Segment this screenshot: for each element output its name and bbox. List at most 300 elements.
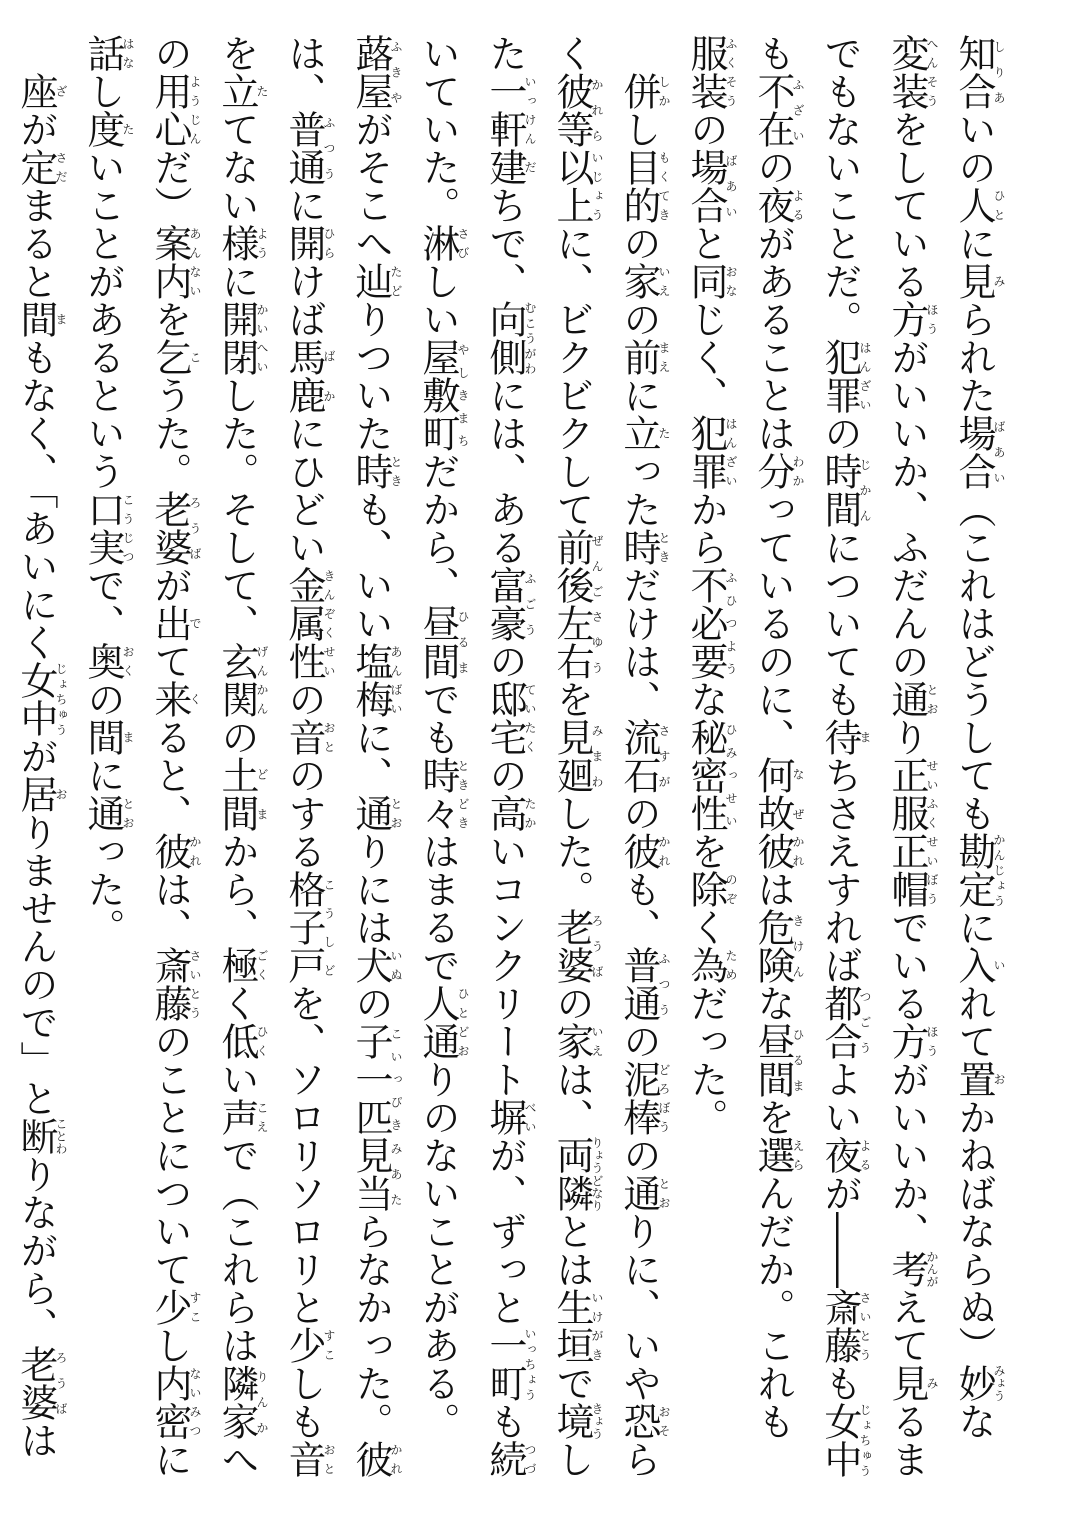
ruby-word bbox=[751, 832, 805, 870]
ruby-reading: とお bbox=[121, 794, 135, 832]
ruby-base: 家 bbox=[550, 1022, 594, 1060]
ruby-base: 昼間 bbox=[416, 604, 460, 680]
ruby-reading: べい bbox=[523, 1098, 537, 1136]
ruby-reading: み bbox=[925, 1364, 939, 1402]
text-run: に bbox=[282, 186, 326, 224]
text-run: の bbox=[617, 794, 661, 832]
ruby-word bbox=[349, 34, 403, 110]
ruby-reading: おく bbox=[121, 642, 135, 680]
ruby-reading: よう bbox=[255, 224, 269, 262]
ruby-base: 通 bbox=[885, 680, 929, 718]
text-run: な bbox=[684, 680, 728, 718]
paragraph bbox=[2, 34, 69, 1514]
ruby-base: 立 bbox=[617, 414, 661, 452]
text-run: を bbox=[148, 300, 192, 338]
text-run: い bbox=[215, 1060, 259, 1098]
ruby-base: 一軒 bbox=[483, 72, 527, 148]
ruby-word bbox=[416, 604, 470, 680]
ruby-reading: しりあ bbox=[992, 34, 1006, 110]
ruby-word bbox=[81, 490, 135, 566]
ruby-base: 彼 bbox=[349, 1440, 393, 1478]
ruby-reading: こいっぴき bbox=[389, 1022, 403, 1136]
ruby-word bbox=[818, 1136, 872, 1174]
text-run: がいいか、 bbox=[885, 1060, 929, 1250]
ruby-reading: ことわ bbox=[54, 1117, 68, 1155]
ruby-reading: いけがき bbox=[590, 1288, 604, 1364]
ruby-word bbox=[617, 1060, 671, 1136]
ruby-base: 彼 bbox=[751, 832, 795, 870]
ruby-reading: だ bbox=[523, 148, 537, 186]
ruby-reading: かれ bbox=[791, 832, 805, 870]
text-run: よい bbox=[818, 1060, 862, 1136]
ruby-base: 塩梅 bbox=[349, 642, 393, 718]
text-run: のする bbox=[282, 756, 326, 870]
text-run: の bbox=[282, 680, 326, 718]
ruby-reading: ふくそう bbox=[724, 34, 738, 110]
ruby-word bbox=[751, 756, 805, 832]
ruby-word bbox=[282, 1440, 336, 1478]
text-run: りついた bbox=[349, 300, 393, 452]
text-run: のことについて bbox=[148, 1022, 192, 1288]
ruby-word bbox=[550, 908, 604, 984]
ruby-base: 知合 bbox=[952, 34, 996, 110]
ruby-word bbox=[349, 1440, 403, 1478]
ruby-word bbox=[14, 148, 68, 186]
ruby-base: 併 bbox=[617, 72, 661, 110]
ruby-base: 犯罪 bbox=[684, 414, 728, 490]
text-run: した。 bbox=[550, 794, 594, 908]
ruby-word bbox=[349, 642, 403, 718]
ruby-reading: ぜんごさゆう bbox=[590, 528, 604, 680]
ruby-word bbox=[617, 832, 671, 870]
text-run: の bbox=[215, 718, 259, 756]
ruby-reading: なぜ bbox=[791, 756, 805, 832]
ruby-word bbox=[684, 148, 738, 224]
ruby-word bbox=[751, 908, 805, 984]
text-run: の bbox=[483, 642, 527, 680]
ruby-reading: いえ bbox=[657, 262, 671, 300]
ruby-word bbox=[483, 1440, 537, 1478]
ruby-reading: こうじつ bbox=[121, 490, 135, 566]
ruby-reading: かれ bbox=[389, 1440, 403, 1478]
ruby-reading: いぬ bbox=[389, 946, 403, 984]
ruby-reading: ひと bbox=[992, 186, 1006, 224]
text-run: の bbox=[550, 984, 594, 1022]
ruby-word bbox=[751, 186, 805, 224]
ruby-base: 案内 bbox=[148, 224, 192, 300]
ruby-base: 斎藤 bbox=[148, 946, 192, 1022]
ruby-word bbox=[148, 490, 202, 566]
text-run: じく、 bbox=[684, 300, 728, 414]
ruby-base: 一町 bbox=[483, 1326, 527, 1402]
ruby-base: 座 bbox=[14, 72, 58, 110]
ruby-base: 方 bbox=[885, 1022, 929, 1060]
ruby-base: 以上 bbox=[550, 148, 594, 224]
text-run: いていた。 bbox=[416, 34, 460, 224]
text-run: がそこへ bbox=[349, 110, 393, 262]
ruby-base: 除 bbox=[684, 870, 728, 908]
ruby-base: 来 bbox=[148, 680, 192, 718]
ruby-base: 何故 bbox=[751, 756, 795, 832]
ruby-word bbox=[148, 832, 202, 870]
ruby-reading: つづ bbox=[523, 1440, 537, 1478]
ruby-base: 用心 bbox=[148, 72, 192, 148]
ruby-base: 邸宅 bbox=[483, 680, 527, 756]
ruby-word bbox=[684, 870, 738, 908]
ruby-word bbox=[81, 718, 135, 756]
ruby-reading: かれ bbox=[188, 832, 202, 870]
text-run: にひどい bbox=[282, 414, 326, 566]
ruby-base: 見当 bbox=[349, 1136, 393, 1212]
text-run: で（これらは bbox=[215, 1136, 259, 1364]
ruby-word bbox=[148, 72, 202, 148]
ruby-base: 時々 bbox=[416, 756, 460, 832]
text-run: かねばならぬ） bbox=[952, 1098, 996, 1364]
ruby-base: 少 bbox=[148, 1288, 192, 1326]
ruby-word bbox=[81, 110, 135, 148]
ruby-word bbox=[14, 775, 68, 813]
ruby-word bbox=[952, 262, 1006, 300]
ruby-reading: いっけん bbox=[523, 72, 537, 148]
ruby-reading: のぞ bbox=[724, 870, 738, 908]
text-run: った。 bbox=[81, 832, 125, 946]
ruby-base: 境 bbox=[550, 1402, 594, 1440]
text-run: を bbox=[684, 832, 728, 870]
ruby-reading: よる bbox=[858, 1136, 872, 1174]
ruby-reading: おと bbox=[322, 1440, 336, 1478]
ruby-word bbox=[818, 1402, 872, 1478]
text-run: は、 bbox=[148, 870, 192, 946]
ruby-reading: ばあい bbox=[724, 148, 738, 224]
ruby-word bbox=[617, 1174, 671, 1212]
ruby-reading: いえ bbox=[590, 1022, 604, 1060]
text-run: の bbox=[684, 110, 728, 148]
ruby-reading: ろうば bbox=[188, 490, 202, 566]
ruby-word bbox=[952, 414, 1006, 490]
ruby-word bbox=[952, 186, 1006, 224]
text-run: しも bbox=[282, 1364, 326, 1440]
ruby-reading: ふつう bbox=[322, 110, 336, 186]
ruby-base: 普通 bbox=[282, 110, 326, 186]
ruby-base: 建 bbox=[483, 148, 527, 186]
text-run: の bbox=[483, 756, 527, 794]
ruby-base: 方 bbox=[885, 300, 929, 338]
ruby-reading: みあた bbox=[389, 1136, 403, 1212]
ruby-reading: さすが bbox=[657, 718, 671, 794]
ruby-base: 妙 bbox=[952, 1364, 996, 1402]
ruby-word bbox=[349, 1136, 403, 1212]
ruby-base: 老婆 bbox=[14, 1345, 58, 1421]
ruby-reading: かれら bbox=[590, 72, 604, 148]
ruby-word bbox=[617, 72, 671, 110]
ruby-word bbox=[818, 1288, 872, 1364]
ruby-word bbox=[215, 946, 269, 984]
ruby-base: 蕗屋 bbox=[349, 34, 393, 110]
ruby-base: 低 bbox=[215, 1022, 259, 1060]
ruby-reading: せいふくせいぼう bbox=[925, 756, 939, 908]
ruby-base: 時 bbox=[617, 528, 661, 566]
ruby-word bbox=[215, 1098, 269, 1136]
text-run: は、 bbox=[282, 34, 326, 110]
ruby-word bbox=[617, 262, 671, 300]
ruby-base: 立 bbox=[215, 72, 259, 110]
ruby-base: 格子戸 bbox=[282, 870, 326, 984]
text-run: だった。 bbox=[684, 984, 728, 1136]
ruby-base: 通 bbox=[81, 794, 125, 832]
ruby-reading: さいとう bbox=[188, 946, 202, 1022]
ruby-reading: た bbox=[121, 110, 135, 148]
ruby-reading: かれ bbox=[657, 832, 671, 870]
ruby-word bbox=[885, 1250, 939, 1288]
text-run: だから、 bbox=[416, 452, 460, 604]
ruby-word bbox=[550, 148, 604, 224]
ruby-word bbox=[751, 1136, 805, 1174]
ruby-reading: ばか bbox=[322, 338, 336, 414]
ruby-base: 危険 bbox=[751, 908, 795, 984]
ruby-base: 前 bbox=[617, 338, 661, 376]
ruby-base: 置 bbox=[952, 1060, 996, 1098]
ruby-base: 居 bbox=[14, 775, 58, 813]
ruby-word bbox=[751, 1022, 805, 1098]
text-run: てない bbox=[215, 110, 259, 224]
ruby-word bbox=[282, 718, 336, 756]
ruby-word bbox=[483, 680, 537, 756]
ruby-word bbox=[550, 1402, 604, 1440]
ruby-reading: ほう bbox=[925, 300, 939, 338]
ruby-word bbox=[148, 1364, 202, 1440]
text-run: りのないことがある。 bbox=[416, 1060, 460, 1440]
text-run: し bbox=[617, 110, 661, 148]
text-run: ちさえすれば bbox=[818, 756, 862, 984]
text-run: の bbox=[617, 224, 661, 262]
text-run: いことがあるという bbox=[81, 148, 125, 490]
ruby-reading: ため bbox=[724, 946, 738, 984]
ruby-reading: じかん bbox=[858, 452, 872, 528]
ruby-base: 屋敷町 bbox=[416, 338, 460, 452]
text-run: が bbox=[14, 737, 58, 775]
text-run: うた。 bbox=[148, 376, 192, 490]
ruby-reading: ふきや bbox=[389, 34, 403, 110]
ruby-word bbox=[483, 148, 537, 186]
ruby-word bbox=[952, 34, 1006, 110]
ruby-reading: むこうがわ bbox=[523, 300, 537, 376]
ruby-base: 人通 bbox=[416, 984, 460, 1060]
text-run: とは bbox=[550, 1212, 594, 1288]
ruby-reading: よる bbox=[791, 186, 805, 224]
ruby-reading: いじょう bbox=[590, 148, 604, 224]
ruby-reading: きんぞくせい bbox=[322, 566, 336, 680]
ruby-reading: すこ bbox=[188, 1288, 202, 1326]
ruby-word bbox=[818, 984, 872, 1060]
ruby-base: 高 bbox=[483, 794, 527, 832]
paragraph bbox=[69, 34, 672, 1514]
ruby-word bbox=[81, 642, 135, 680]
ruby-word bbox=[349, 452, 403, 490]
text-run: りながら、 bbox=[14, 1155, 58, 1345]
text-run: で bbox=[550, 1364, 594, 1402]
ruby-base: 出 bbox=[148, 604, 192, 642]
ruby-word bbox=[349, 794, 403, 832]
ruby-word bbox=[416, 984, 470, 1060]
paragraph bbox=[672, 34, 1007, 1514]
text-run: く bbox=[684, 908, 728, 946]
ruby-reading: さび bbox=[456, 224, 470, 262]
ruby-word bbox=[14, 1117, 68, 1155]
ruby-reading: もくてき bbox=[657, 148, 671, 224]
text-run: んだか。これも bbox=[751, 1174, 795, 1440]
ruby-word bbox=[282, 870, 336, 984]
ruby-base: 服装 bbox=[684, 34, 728, 110]
ruby-base: 目的 bbox=[617, 148, 661, 224]
ruby-word bbox=[885, 1022, 939, 1060]
ruby-reading: こ bbox=[188, 338, 202, 376]
ruby-base: 斎藤 bbox=[818, 1288, 862, 1364]
ruby-word bbox=[148, 1288, 202, 1326]
ruby-reading: しか bbox=[657, 72, 671, 110]
ruby-reading: かんじょう bbox=[992, 832, 1006, 908]
text-run: も、いい bbox=[349, 490, 393, 642]
ruby-word bbox=[550, 528, 604, 680]
text-run: に bbox=[215, 262, 259, 300]
ruby-base: 間 bbox=[14, 300, 58, 338]
ruby-reading: みまわ bbox=[590, 718, 604, 794]
text-run: く bbox=[215, 984, 259, 1022]
ruby-base: 辿 bbox=[349, 262, 393, 300]
ruby-word bbox=[349, 946, 403, 984]
text-run: っているのに、 bbox=[751, 490, 795, 756]
text-run: いの bbox=[952, 110, 996, 186]
ruby-base: 通 bbox=[617, 1174, 661, 1212]
text-run: した bbox=[483, 34, 594, 1478]
ruby-reading: りんか bbox=[255, 1364, 269, 1440]
ruby-word bbox=[416, 224, 470, 262]
ruby-reading: で bbox=[188, 604, 202, 642]
ruby-reading: た bbox=[255, 72, 269, 110]
text-run: を bbox=[215, 34, 259, 72]
ruby-reading: ひら bbox=[322, 224, 336, 262]
text-run: から bbox=[684, 490, 728, 566]
text-run: に bbox=[617, 376, 661, 414]
ruby-reading: へんそう bbox=[925, 34, 939, 110]
ruby-reading: ごく bbox=[255, 946, 269, 984]
text-run: も、 bbox=[617, 870, 661, 946]
ruby-word bbox=[215, 300, 269, 376]
text-run: と bbox=[684, 224, 728, 262]
ruby-base: 夜 bbox=[751, 186, 795, 224]
ruby-reading: たか bbox=[523, 794, 537, 832]
text-run: けば bbox=[282, 262, 326, 338]
ruby-base: 同 bbox=[684, 262, 728, 300]
text-run: の bbox=[617, 300, 661, 338]
ruby-word bbox=[215, 642, 269, 718]
ruby-base: 入 bbox=[952, 946, 996, 984]
ruby-reading: はんざい bbox=[858, 338, 872, 414]
ruby-base: 生垣 bbox=[550, 1288, 594, 1364]
text-run: だ） bbox=[148, 148, 192, 224]
ruby-reading: あんない bbox=[188, 224, 202, 300]
ruby-base: 場合 bbox=[952, 414, 996, 490]
text-run: な bbox=[751, 984, 795, 1022]
ruby-reading: こえ bbox=[255, 1098, 269, 1136]
ruby-reading: ほう bbox=[925, 1022, 939, 1060]
text-run: るまでもないことだ。 bbox=[818, 34, 929, 1478]
ruby-word bbox=[81, 34, 135, 72]
ruby-reading: まえ bbox=[657, 338, 671, 376]
ruby-reading: とお bbox=[657, 1174, 671, 1212]
ruby-base: 続 bbox=[483, 1440, 527, 1478]
ruby-word bbox=[215, 224, 269, 262]
ruby-reading: りょうどなり bbox=[590, 1136, 604, 1212]
ruby-reading: たど bbox=[389, 262, 403, 300]
ruby-reading: あんばい bbox=[389, 642, 403, 718]
text-run: をしている bbox=[885, 110, 929, 300]
ruby-word bbox=[215, 756, 269, 832]
ruby-reading: お bbox=[992, 1060, 1006, 1098]
ruby-base: 正服正帽 bbox=[885, 756, 929, 908]
text-run: で、 bbox=[81, 566, 125, 642]
text-run: りには bbox=[349, 832, 393, 946]
ruby-base: 変装 bbox=[885, 34, 929, 110]
ruby-word bbox=[617, 1402, 671, 1440]
ruby-word bbox=[148, 946, 202, 1022]
ruby-word bbox=[818, 718, 872, 756]
text-run: な bbox=[952, 1402, 996, 1440]
text-run: だけは、 bbox=[617, 566, 661, 718]
ruby-base: 開閉 bbox=[215, 300, 259, 376]
ruby-base: 様 bbox=[215, 224, 259, 262]
ruby-base: 塀 bbox=[483, 1098, 527, 1136]
ruby-word bbox=[282, 566, 336, 680]
ruby-base: 彼 bbox=[617, 832, 661, 870]
ruby-word bbox=[885, 300, 939, 338]
ruby-reading: ひく bbox=[255, 1022, 269, 1060]
ruby-word bbox=[483, 794, 537, 832]
ruby-reading: ひるま bbox=[791, 1022, 805, 1098]
text-run: り bbox=[885, 718, 929, 756]
ruby-base: 普通 bbox=[617, 946, 661, 1022]
ruby-reading: とき bbox=[389, 452, 403, 490]
ruby-base: 隣家 bbox=[215, 1364, 259, 1440]
ruby-word bbox=[416, 338, 470, 452]
ruby-word bbox=[751, 452, 805, 490]
ruby-reading: ふひつよう bbox=[724, 566, 738, 680]
ruby-word bbox=[148, 224, 202, 300]
ruby-word bbox=[349, 262, 403, 300]
ruby-base: 秘密性 bbox=[684, 718, 728, 832]
ruby-word bbox=[684, 946, 738, 984]
ruby-base: 富豪 bbox=[483, 566, 527, 642]
ruby-reading: じょちゅう bbox=[858, 1402, 872, 1478]
text-run: に bbox=[952, 908, 996, 946]
text-run: の bbox=[349, 984, 393, 1022]
text-run: ちで、 bbox=[483, 186, 527, 300]
ruby-base: 見 bbox=[885, 1364, 929, 1402]
text-run: （これはどうしても bbox=[952, 490, 996, 832]
ruby-base: 選 bbox=[751, 1136, 795, 1174]
ruby-base: 乞 bbox=[148, 338, 192, 376]
ruby-base: 老婆 bbox=[148, 490, 192, 566]
ruby-word bbox=[684, 566, 738, 680]
ruby-base: 泥棒 bbox=[617, 1060, 661, 1136]
ruby-word bbox=[215, 72, 269, 110]
text-run: しい bbox=[416, 262, 460, 338]
text-run: でいる bbox=[885, 908, 929, 1022]
ruby-reading: ふつう bbox=[657, 946, 671, 1022]
text-run: を、ソロリソロリと bbox=[282, 984, 326, 1326]
ruby-word bbox=[81, 794, 135, 832]
ruby-word bbox=[617, 946, 671, 1022]
ruby-reading: とお bbox=[389, 794, 403, 832]
